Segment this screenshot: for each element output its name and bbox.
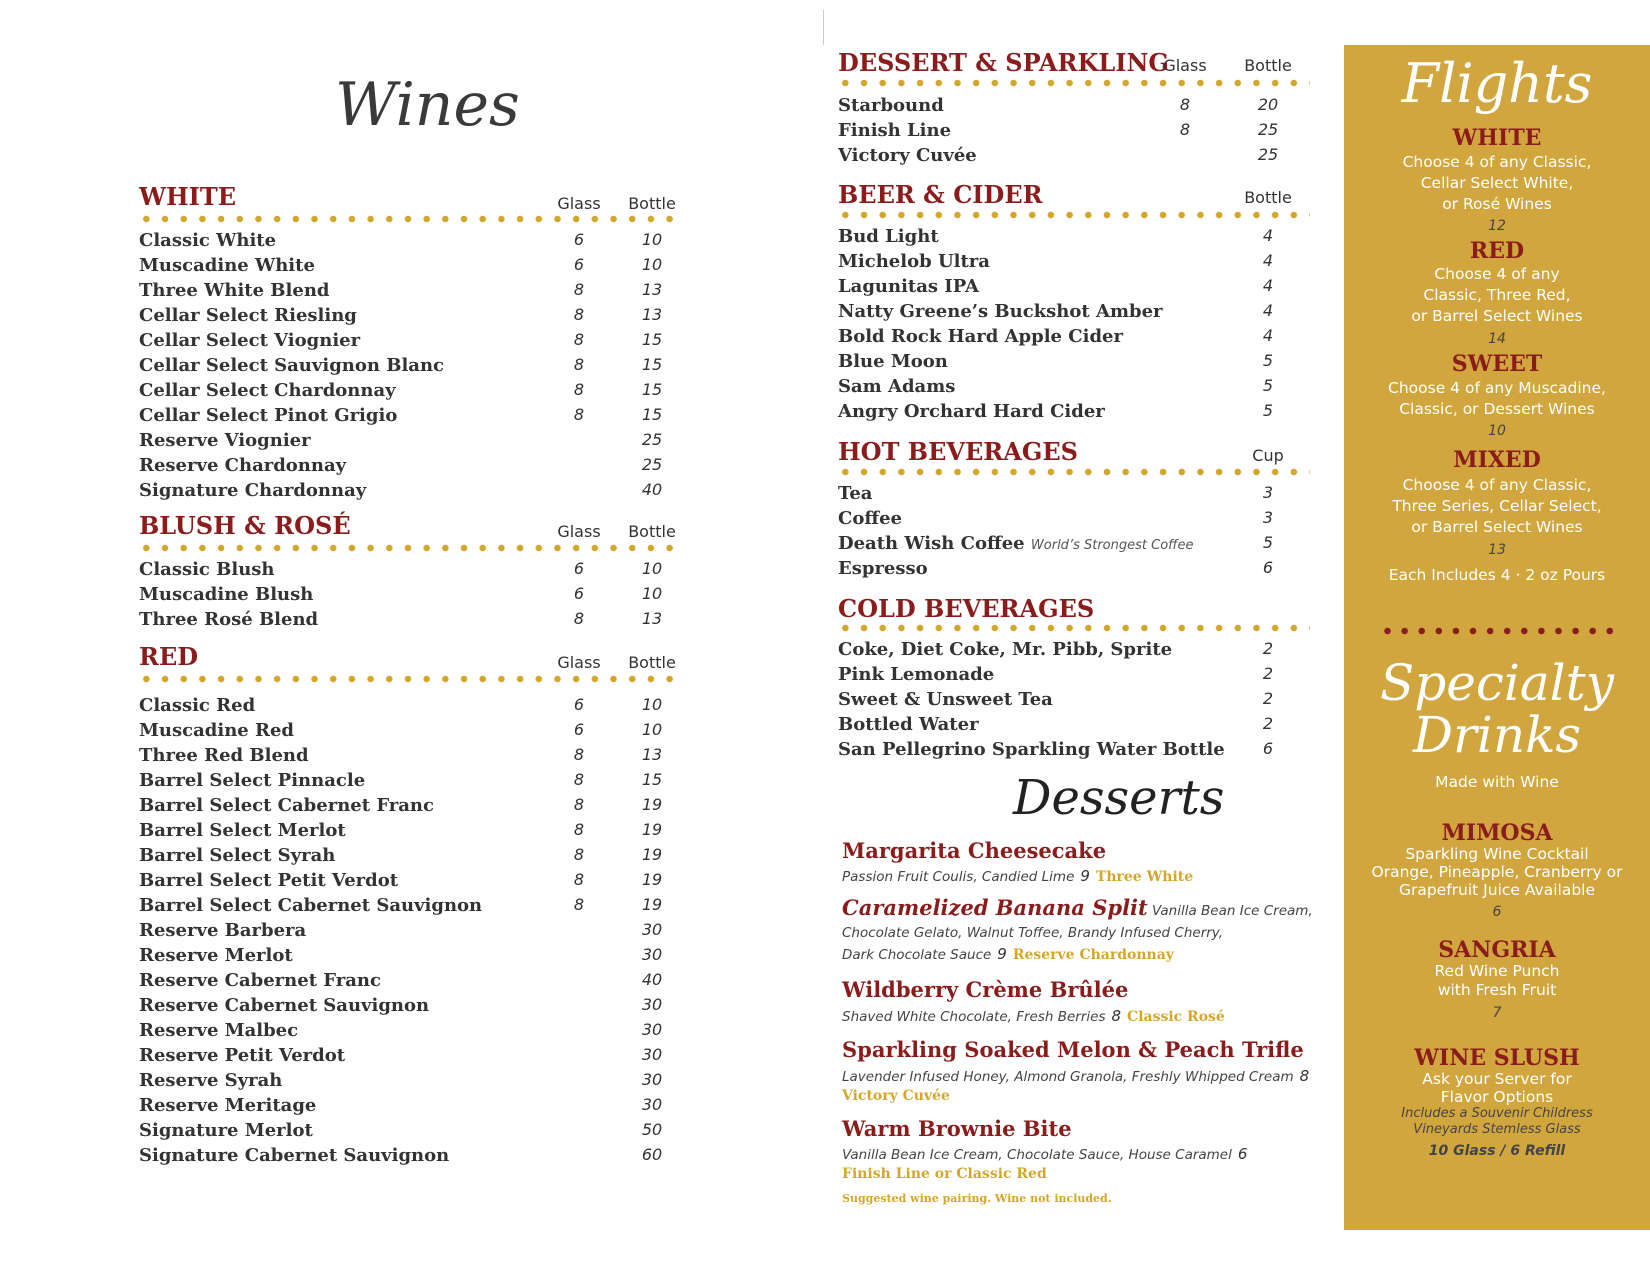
specialty-drink-title: WINE SLUSH [1414, 1045, 1580, 1071]
bottle-price: 19 [641, 895, 663, 914]
dessert-price: 8 [1299, 1067, 1310, 1085]
item-note: World’s Strongest Coffee [1030, 538, 1194, 553]
item-price: 2 [1262, 689, 1274, 708]
item-name: Pink Lemonade [838, 664, 995, 685]
item-name-wrap [838, 737, 1225, 762]
item-name: Reserve Cabernet Franc [139, 970, 381, 991]
bottle-price: 25 [1257, 120, 1279, 139]
list-item [139, 303, 699, 328]
bottle-price: 13 [641, 609, 663, 628]
dessert-desc: Lavender Infused Honey, Almond Granola, Freshly Whipped Cream [842, 1069, 1294, 1085]
glass-price: 8 [573, 845, 585, 864]
white-glass-label: Glass [557, 194, 601, 213]
cold-beverages-list [838, 637, 1308, 762]
flight-title: RED [1469, 238, 1525, 264]
red-section-title: RED [139, 642, 199, 671]
white-section-title: WHITE [139, 182, 237, 211]
list-item [139, 582, 699, 607]
item-name: Blue Moon [838, 351, 948, 372]
item-name: Signature Cabernet Sauvignon [139, 1145, 450, 1166]
item-name: Three Rosé Blend [139, 609, 319, 630]
glass-price: 8 [573, 770, 585, 789]
list-item [838, 224, 1308, 249]
beer-bottle-label: Bottle [1244, 188, 1292, 207]
item-name: Signature Merlot [139, 1120, 313, 1141]
list-item [139, 557, 699, 582]
dessert-price: 9 [1080, 867, 1090, 885]
dessert-desc: Chocolate Gelato, Walnut Toffee, Brandy Infused Cherry, [842, 925, 1224, 941]
glass-price: 8 [573, 795, 585, 814]
glass-price: 6 [573, 720, 585, 739]
glass-price: 6 [573, 695, 585, 714]
list-item [838, 349, 1308, 374]
list-item [139, 743, 699, 768]
bottle-price: 30 [641, 1045, 663, 1064]
bottle-price: 10 [641, 230, 663, 249]
list-item [838, 118, 1308, 143]
list-item [139, 607, 699, 632]
item-name-wrap [838, 556, 928, 581]
item-name: Cellar Select Viognier [139, 330, 361, 351]
dessert-desc: Shaved White Chocolate, Fresh Berries [842, 1009, 1106, 1025]
glass-price: 8 [573, 280, 585, 299]
item-name: San Pellegrino Sparkling Water Bottle [838, 739, 1225, 760]
item-name-wrap [838, 531, 1194, 558]
glass-price: 8 [573, 820, 585, 839]
list-item [838, 712, 1308, 737]
dessert-sparkling-title: DESSERT & SPARKLING [838, 48, 1169, 77]
beer-cider-list [838, 224, 1308, 424]
item-price: 4 [1262, 326, 1274, 345]
bottle-price: 19 [641, 820, 663, 839]
bottle-price: 40 [641, 480, 663, 499]
item-name: Sam Adams [838, 376, 956, 397]
list-item [139, 1068, 699, 1093]
dessert-sparkling-bottle-label: Bottle [1244, 56, 1292, 75]
list-item [139, 403, 699, 428]
dessert-name: Warm Brownie Bite [842, 1116, 1072, 1141]
item-name-wrap [838, 687, 1053, 712]
dessert-pairing: Finish Line or Classic Red [842, 1166, 1047, 1182]
hot-beverages-title: HOT BEVERAGES [838, 437, 1078, 466]
item-name: Muscadine Red [139, 720, 294, 741]
item-name-wrap [838, 249, 990, 274]
item-name: Bottled Water [838, 714, 979, 735]
bottle-price: 30 [641, 1070, 663, 1089]
list-item [139, 893, 699, 918]
glass-price: 8 [573, 745, 585, 764]
list-item [139, 993, 699, 1018]
list-item [139, 428, 699, 453]
cold-beverages-title: COLD BEVERAGES [838, 594, 1095, 623]
list-item [139, 478, 699, 503]
specialty-title-line1: Specialty [1380, 654, 1614, 712]
dessert-price: 8 [1111, 1007, 1122, 1025]
list-item [139, 1018, 699, 1043]
flight-title: MIXED [1453, 447, 1541, 473]
flight-desc: Choose 4 of any Classic, Three Red, or Barrel Select Wines [1411, 265, 1583, 325]
white-bottle-label: Bottle [628, 194, 676, 213]
item-name: Reserve Petit Verdot [139, 1045, 346, 1066]
item-price: 3 [1262, 508, 1274, 527]
dessert-desc: Passion Fruit Coulis, Candied Lime [842, 869, 1075, 885]
glass-price: 8 [573, 609, 585, 628]
dessert-line [842, 944, 1174, 965]
list-item [139, 1093, 699, 1118]
item-name: Bold Rock Hard Apple Cider [838, 326, 1123, 347]
wines-title: Wines [335, 70, 520, 140]
bottle-price: 40 [641, 970, 663, 989]
dessert-line [842, 866, 1193, 887]
item-price: 2 [1262, 639, 1274, 658]
blush-wine-list [139, 557, 699, 632]
flight-title: WHITE [1452, 125, 1542, 151]
item-name: Sweet & Unsweet Tea [838, 689, 1053, 710]
item-name: Natty Greene’s Buckshot Amber [838, 301, 1163, 322]
flight-desc: Choose 4 of any Classic, Three Series, Cellar Select, or Barrel Select Wines [1392, 476, 1602, 536]
dessert-line [842, 1144, 1253, 1165]
dessert-line [842, 1006, 1225, 1027]
bottle-price: 30 [641, 920, 663, 939]
item-name-wrap [838, 662, 994, 687]
specialty-drink-note: Includes a Souvenir Childress Vineyards Stemless Glass [1401, 1106, 1593, 1137]
item-name: Reserve Cabernet Sauvignon [139, 995, 430, 1016]
list-item [139, 1118, 699, 1143]
item-name: Muscadine White [139, 255, 315, 276]
red-wine-list [139, 693, 699, 1168]
red-dotted-divider [137, 675, 685, 683]
item-name: Barrel Select Pinnacle [139, 770, 366, 791]
list-item [139, 843, 699, 868]
glass-price: 6 [573, 584, 585, 603]
item-name: Barrel Select Merlot [139, 820, 346, 841]
item-name: Finish Line [838, 120, 952, 141]
list-item [838, 299, 1308, 324]
item-price: 6 [1262, 558, 1274, 577]
item-name-wrap [838, 274, 979, 299]
item-price: 5 [1262, 533, 1274, 552]
item-price: 4 [1262, 226, 1274, 245]
glass-price: 6 [573, 255, 585, 274]
blush-glass-label: Glass [557, 522, 601, 541]
bottle-price: 20 [1257, 95, 1279, 114]
glass-price: 6 [573, 559, 585, 578]
item-name: Starbound [838, 95, 944, 116]
flight-price: 10 [1488, 423, 1506, 439]
item-name: Cellar Select Pinot Grigio [139, 405, 398, 426]
list-item [139, 353, 699, 378]
item-price: 4 [1262, 301, 1274, 320]
item-price: 2 [1262, 664, 1274, 683]
dessert-desc: Dark Chocolate Sauce [842, 947, 992, 963]
white-wine-list [139, 228, 699, 503]
item-price: 6 [1262, 739, 1274, 758]
list-item [139, 868, 699, 893]
bottle-price: 10 [641, 720, 663, 739]
cold-dotted-divider [836, 624, 1310, 632]
item-name-wrap [838, 374, 955, 399]
item-name: Signature Chardonnay [139, 480, 367, 501]
bottle-price: 15 [641, 770, 663, 789]
list-item [139, 453, 699, 478]
flight-price: 12 [1488, 218, 1506, 234]
flight-price: 14 [1488, 331, 1506, 347]
dessert-line [842, 1086, 950, 1106]
beer-dotted-divider [836, 211, 1310, 219]
item-price: 2 [1262, 714, 1274, 733]
specialty-drink-desc: Ask your Server for Flavor Options [1422, 1070, 1572, 1106]
glass-price: 8 [573, 330, 585, 349]
bottle-price: 13 [641, 745, 663, 764]
bottle-price: 13 [641, 305, 663, 324]
item-name: Three White Blend [139, 280, 330, 301]
bottle-price: 25 [1257, 145, 1279, 164]
item-name: Classic Red [139, 695, 256, 716]
item-name: Reserve Syrah [139, 1070, 283, 1091]
pairing-footnote: Suggested wine pairing. Wine not included. [842, 1192, 1112, 1205]
specialty-drink-price: 10 Glass / 6 Refill [1428, 1143, 1566, 1159]
list-item [838, 374, 1308, 399]
item-price: 5 [1262, 376, 1274, 395]
blush-dotted-divider [137, 544, 685, 552]
item-name: Michelob Ultra [838, 251, 990, 272]
bottle-price: 19 [641, 870, 663, 889]
list-item [139, 1043, 699, 1068]
list-item [838, 249, 1308, 274]
specialty-drink-title: SANGRIA [1438, 937, 1556, 963]
bottle-price: 13 [641, 280, 663, 299]
item-price: 5 [1262, 401, 1274, 420]
glass-price: 8 [1179, 95, 1191, 114]
item-name: Three Red Blend [139, 745, 309, 766]
item-name: Reserve Barbera [139, 920, 307, 941]
list-item [139, 253, 699, 278]
item-name: Barrel Select Cabernet Sauvignon [139, 895, 483, 916]
list-item [838, 399, 1308, 424]
glass-price: 8 [573, 305, 585, 324]
list-item [139, 228, 699, 253]
list-item [838, 637, 1308, 662]
item-name: Reserve Malbec [139, 1020, 299, 1041]
item-name: Tea [838, 483, 873, 504]
bottle-price: 10 [641, 584, 663, 603]
item-name: Barrel Select Petit Verdot [139, 870, 399, 891]
dessert-desc: Vanilla Bean Ice Cream, [1152, 903, 1313, 919]
specialty-drink-desc: Red Wine Punch with Fresh Fruit [1434, 962, 1560, 999]
item-name: Victory Cuvée [838, 145, 977, 166]
item-price: 4 [1262, 276, 1274, 295]
item-name: Cellar Select Sauvignon Blanc [139, 355, 444, 376]
bottle-price: 19 [641, 845, 663, 864]
item-name: Classic Blush [139, 559, 275, 580]
dessert-pairing: Victory Cuvée [842, 1088, 950, 1104]
item-name: Coffee [838, 508, 903, 529]
item-name-wrap [838, 299, 1163, 324]
bottle-price: 15 [641, 330, 663, 349]
blush-section-title: BLUSH & ROSÉ [139, 511, 351, 540]
item-name: Angry Orchard Hard Cider [838, 401, 1105, 422]
glass-price: 8 [573, 380, 585, 399]
bottle-price: 10 [641, 559, 663, 578]
list-item [139, 328, 699, 353]
specialty-drink-title: MIMOSA [1441, 820, 1553, 846]
item-name: Reserve Merlot [139, 945, 293, 966]
blush-bottle-label: Bottle [628, 522, 676, 541]
specialty-title-line2: Drinks [1412, 706, 1582, 764]
bottle-price: 25 [641, 455, 663, 474]
item-name: Reserve Meritage [139, 1095, 317, 1116]
flight-includes: Each Includes 4 · 2 oz Pours [1388, 566, 1606, 584]
hot-beverages-list [838, 481, 1308, 581]
item-name: Barrel Select Syrah [139, 845, 336, 866]
item-name-wrap [838, 506, 902, 531]
item-name-wrap [838, 712, 979, 737]
dessert-sparkling-list [838, 93, 1308, 168]
item-name-wrap [838, 481, 872, 506]
glass-price: 8 [573, 405, 585, 424]
item-price: 4 [1262, 251, 1274, 270]
white-dotted-divider [137, 215, 685, 223]
flights-title: Flights [1401, 52, 1593, 115]
list-item [139, 768, 699, 793]
glass-price: 8 [573, 895, 585, 914]
item-name: Reserve Viognier [139, 430, 311, 451]
list-item [838, 531, 1308, 556]
item-name: Death Wish Coffee [838, 533, 1025, 554]
list-item [838, 324, 1308, 349]
item-name: Classic White [139, 230, 277, 251]
red-bottle-label: Bottle [628, 653, 676, 672]
item-name: Muscadine Blush [139, 584, 314, 605]
bottle-price: 30 [641, 945, 663, 964]
item-price: 3 [1262, 483, 1274, 502]
bottle-price: 15 [641, 355, 663, 374]
specialty-drink-price: 7 [1492, 1005, 1502, 1021]
dessert-desc: Vanilla Bean Ice Cream, Chocolate Sauce, House Caramel [842, 1147, 1232, 1163]
item-name: Cellar Select Chardonnay [139, 380, 396, 401]
bottle-price: 30 [641, 1095, 663, 1114]
bottle-price: 30 [641, 995, 663, 1014]
list-item [139, 818, 699, 843]
hot-dotted-divider [836, 468, 1310, 476]
dessert-price: 9 [997, 945, 1007, 963]
item-name: Lagunitas IPA [838, 276, 979, 297]
list-item [838, 687, 1308, 712]
red-glass-label: Glass [557, 653, 601, 672]
item-name-wrap [838, 637, 1172, 662]
sidebar-dotted-divider [1379, 627, 1619, 635]
dessert-sparkling-glass-label: Glass [1163, 56, 1207, 75]
dessert-name: Margarita Cheesecake [842, 838, 1107, 863]
page-fold-line [823, 10, 824, 45]
list-item [838, 737, 1308, 762]
list-item [139, 793, 699, 818]
dessert-line [842, 1164, 1047, 1184]
list-item [838, 143, 1308, 168]
item-name: Espresso [838, 558, 928, 579]
flight-price: 13 [1488, 542, 1506, 558]
bottle-price: 19 [641, 795, 663, 814]
bottle-price: 10 [641, 695, 663, 714]
item-name: Reserve Chardonnay [139, 455, 347, 476]
bottle-price: 25 [641, 430, 663, 449]
hot-cup-label: Cup [1252, 446, 1284, 465]
glass-price: 8 [1179, 120, 1191, 139]
desserts-title: Desserts [1013, 770, 1225, 826]
list-item [139, 718, 699, 743]
list-item [139, 278, 699, 303]
bottle-price: 60 [641, 1145, 663, 1164]
bottle-price: 15 [641, 405, 663, 424]
list-item [139, 378, 699, 403]
dessert-sparkling-dotted-divider [836, 79, 1310, 87]
list-item [838, 506, 1308, 531]
list-item [838, 93, 1308, 118]
glass-price: 6 [573, 230, 585, 249]
list-item [838, 274, 1308, 299]
item-name: Cellar Select Riesling [139, 305, 357, 326]
item-name-wrap [838, 324, 1123, 349]
bottle-price: 30 [641, 1020, 663, 1039]
dessert-name: Sparkling Soaked Melon & Peach Trifle [842, 1037, 1304, 1062]
dessert-name: Wildberry Crème Brûlée [842, 977, 1129, 1002]
dessert-price: 6 [1237, 1145, 1248, 1163]
beer-cider-title: BEER & CIDER [838, 180, 1043, 209]
list-item [139, 968, 699, 993]
dessert-name: Caramelized Banana Split [842, 895, 1148, 920]
bottle-price: 10 [641, 255, 663, 274]
specialty-drink-desc: Sparkling Wine Cocktail Orange, Pineapple, Cranberry or Grapefruit Juice Available [1371, 845, 1623, 899]
dessert-pairing: Classic Rosé [1127, 1009, 1225, 1025]
specialty-subtitle: Made with Wine [1435, 773, 1559, 791]
item-name: Barrel Select Cabernet Franc [139, 795, 434, 816]
bottle-price: 50 [641, 1120, 663, 1139]
list-item [838, 481, 1308, 506]
flight-desc: Choose 4 of any Muscadine, Classic, or Dessert Wines [1388, 379, 1606, 418]
specialty-drink-price: 6 [1492, 904, 1502, 920]
item-name: Bud Light [838, 226, 939, 247]
dessert-pairing: Three White [1095, 869, 1194, 885]
flight-title: SWEET [1451, 351, 1543, 377]
list-item [139, 1143, 699, 1168]
item-price: 5 [1262, 351, 1274, 370]
glass-price: 8 [573, 870, 585, 889]
dessert-pairing: Reserve Chardonnay [1012, 947, 1174, 963]
dessert-title-line [842, 895, 1313, 921]
list-item [139, 693, 699, 718]
flight-desc: Choose 4 of any Classic, Cellar Select White, or Rosé Wines [1402, 153, 1592, 213]
item-name: Coke, Diet Coke, Mr. Pibb, Sprite [838, 639, 1173, 660]
flights-specialty-sidebar [1344, 45, 1650, 1230]
list-item [838, 556, 1308, 581]
list-item [838, 662, 1308, 687]
item-name-wrap [838, 224, 939, 249]
item-name-wrap [838, 399, 1105, 424]
bottle-price: 15 [641, 380, 663, 399]
list-item [139, 918, 699, 943]
list-item [139, 943, 699, 968]
item-name-wrap [838, 349, 948, 374]
glass-price: 8 [573, 355, 585, 374]
dessert-line [842, 1066, 1315, 1087]
